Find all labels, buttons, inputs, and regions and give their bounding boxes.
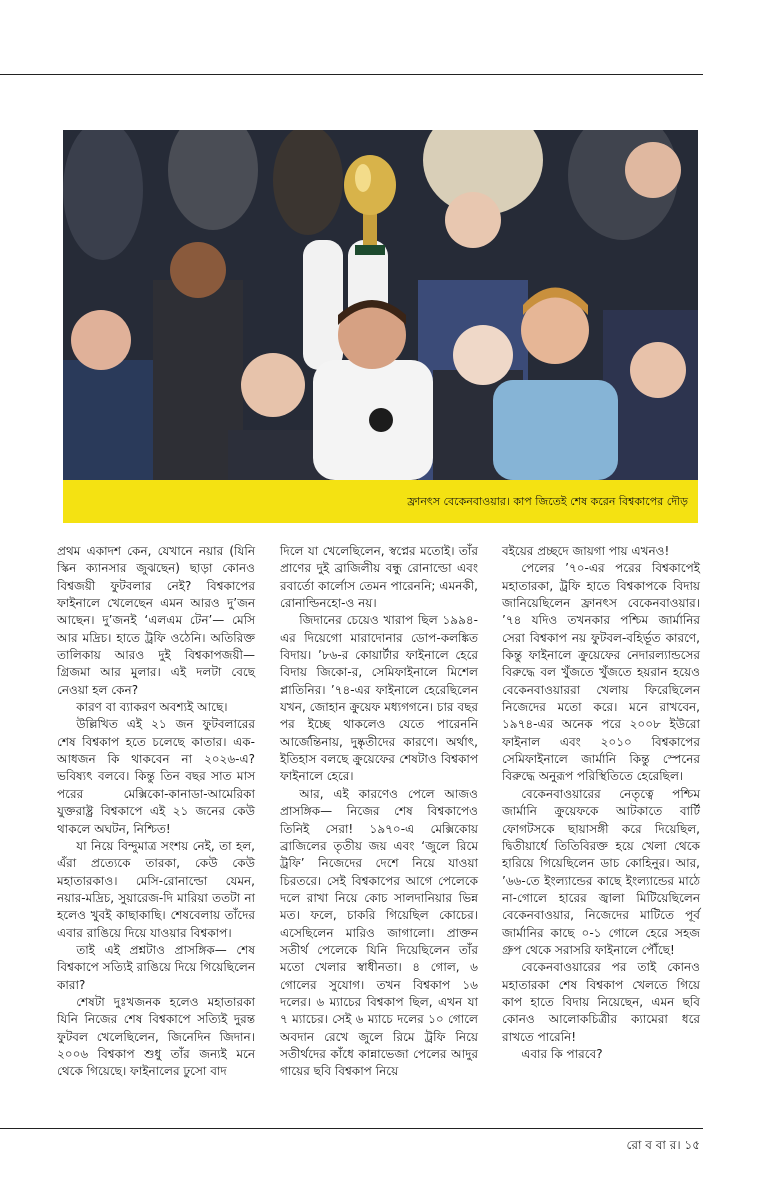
bottom-rule [0,1128,703,1129]
paragraph: বইয়ের প্রচ্ছদে জায়গা পায় এখনও! [502,544,670,558]
paragraph: দিলে যা খেলেছিলেন, স্বপ্নের মতোই। তাঁর প্রাণের দুই ব্রাজিলীয় বন্ধু রোনাল্ডো এবং রবার্তো কার্লোস তেমন পারেননি; এমনকী, রোনাল্ডিনহো-ও নয়। [280,544,478,611]
paragraph: উল্লিখিত এই ২১ জন ফুটবলারের শেষ বিশ্বকাপ হতে চলেছে কাতার। এক-আধজন কি থাকবেন না ২০২৬-এ? ভবিষ্যৎ বলবে। কিন্তু তিন বছর সাত মাস পরের মেক্সিকো-কানাডা-আমেরিকা যুক্তরাষ্ট্র বিশ্বকাপে এই ২১ জনের কেউ থাকলে অঘটন, নিশ্চিত! [57,717,255,836]
paragraph: পেলের ’৭০-এর পরের বিশ্বকাপেই মহাতারকা, ট্রফি হাতে বিশ্বকাপকে বিদায় জানিয়েছিলেন ফ্রানৎস বেকেনবাওয়ার। ’৭৪ যদিও তখনকার পশ্চিম জার্মানির সেরা বিশ্বকাপ নয় ফুটবল-বহির্ভূত কারণে, কিন্তু ফাইনালে ক্রুয়েফের নেদারল্যান্ডসের বিরুদ্ধে বল খুঁজতে খুঁজতে হয়রান হয়েও বেকেনবাওয়াররা খেলায় ফিরেছিলেন নিজেদের মতো করে। মনে রাখবেন, ১৯৭৪-এর অনেক পরে ২০০৮ ইউরো ফাইনাল এবং ২০১০ বিশ্বকাপের সেমিফাইনালে জার্মানি কিন্তু স্পেনের বিরুদ্ধে অনুরূপ পরিস্থিতিতে হেরেছিল। [502,561,700,784]
top-rule [0,74,703,75]
page-folio: রো ব বা র। ১৫ [626,1138,700,1152]
paragraph: প্রথম একাদশ কেন, যেখানে নয়ার (যিনি স্কিন ক্যানসার জুঝছেন) ছাড়া কোনও বিশ্বজয়ী ফুটবলার নেই? বিশ্বকাপের ফাইনালে খেলেছেন এমন আরও দু’জন আছেন। দু’জনই ‘এলএম টেন’— মেসি আর মদ্রিচ। হাতে ট্রফি ওঠেনি। অতিরিক্ত তালিকায় আরও দুই বিশ্বকাপজয়ী— গ্রিজমা আর মুলার। এই দলটা বেছে নেওয়া হল কেন? [57,544,255,697]
world-cup-trophy-photo [63,130,698,480]
paragraph: জিদানের চেয়েও খারাপ ছিল ১৯৯৪-এর দিয়েগো মারাদোনার ডোপ-কলঙ্কিত বিদায়। ’৮৬-র কোয়ার্টার ফাইনালে হেরে বিদায় জিকো-র, সেমিফাইনালে মিশেল প্লাতিনির। ’৭৪-এর ফাইনালে হেরেছিলেন যখন, জোহান ক্রুয়েফ মধ্যগগনে। চার বছর পর ইচ্ছে থাকলেও যেতে পারেননি আর্জেন্তিনায়, দুষ্কৃতীদের কারণে। অর্থাৎ, ইতিহাস বলছে ক্রুয়েফের শেষটাও বিশ্বকাপ ফাইনালে হেরে। [280,613,478,784]
article-column-3 [502,543,700,1063]
paragraph: কারণ বা ব্যাকরণ অবশ্যই আছে। [76,700,228,715]
paragraph: শেষটা দুঃখজনক হলেও মহাতারকা যিনি নিজের শেষ বিশ্বকাপে সত্যিই দুরন্ত ফুটবল খেলেছিলেন, জিনেদিন জিদান। ২০০৬ বিশ্বকাপ শুধু তাঁর জন্যই মনে থেকে গিয়েছে। ফাইনালের ঢুসো বাদ [57,994,255,1079]
paragraph: এবার কি পারবে? [521,1046,603,1061]
photo-illustration [63,130,698,480]
article-column-2 [280,543,478,1081]
article-column-1 [57,543,255,1081]
photo-caption: ফ্রানৎস বেকেনবাওয়ার। কাপ জিতেই শেষ করেন বিশ্বকাপের দৌড় [407,495,688,508]
photo-caption-bar [63,480,698,523]
paragraph: যা নিয়ে বিন্দুমাত্র সংশয় নেই, তা হল, এঁরা প্রত্যেকে তারকা, কেউ কেউ মহাতারকাও। মেসি-রোনাল্ডো যেমন, নয়ার-মদ্রিচ, সুয়ারেজ-দি মারিয়া ততটা না হলেও খুবই কাছাকাছি। শেষবেলায় তাঁদের এবার রাঙিয়ে দিয়ে যাওয়ার বিশ্বকাপ। [57,838,255,940]
paragraph: বেকেনবাওয়ারের নেতৃত্বে পশ্চিম জার্মানি ক্রুয়েফকে আটকাতে বার্টি ফোগটসকে ছায়াসঙ্গী করে দিয়েছিল, দ্বিতীয়ার্ধে তিতিবিরক্ত হয়ে খেলা থেকে হারিয়ে গিয়েছিলেন ডাচ কোহিনুর। আর, ’৬৬-তে ইংল্যান্ডের কাছে ইংল্যান্ডের মাঠে না-গোলে হারের জ্বালা মিটিয়েছিলেন বেকেনবাওয়ার, নিজেদের মাটিতে পূর্ব জার্মানির কাছে ০-১ গোলে হেরে সহজ গ্রুপ থেকে সরাসরি ফাইনালে পৌঁছে! [502,786,700,957]
paragraph: তাই এই প্রশ্নটাও প্রাসঙ্গিক— শেষ বিশ্বকাপে সত্যিই রাঙিয়ে দিয়ে গিয়েছিলেন কারা? [57,942,255,992]
paragraph: বেকেনবাওয়ারের পর তাই কোনও মহাতারকা শেষ বিশ্বকাপ খেলতে গিয়ে কাপ হাতে বিদায় নিয়েছেন, এমন ছবি কোনও আলোকচিত্রীর ক্যামেরা ধরে রাখতে পারেনি! [502,960,700,1044]
paragraph: আর, এই কারণেও পেলে আজও প্রাসঙ্গিক— নিজের শেষ বিশ্বকাপেও তিনিই সেরা! ১৯৭০-এ মেক্সিকোয় ব্রাজিলের তৃতীয় জয় এবং ‘জুলে রিমে ট্রফি’ নিজেদের দেশে নিয়ে যাওয়া চিরতরে। সেই বিশ্বকাপের আগে পেলেকে দলে রাখা নিয়ে কোচ সালদানিয়ার ভিন্ন মত। ফলে, চাকরি গিয়েছিল কোচের। এসেছিলেন মারিও জাগালো। প্রাক্তন সতীর্থ পেলেকে যিনি দিয়েছিলেন তাঁর মতো খেলার স্বাধীনতা। ৪ গোল, ৬ গোলের সুযোগ। তখন বিশ্বকাপ ১৬ দলের। ৬ ম্যাচের বিশ্বকাপ ছিল, এখন যা ৭ ম্যাচের। সেই ৬ ম্যাচে দলের ১০ গোলে অবদান রেখে জুলে রিমে ট্রফি নিয়ে সতীর্থদের কাঁধে কান্নাভেজা পেলের আদুর গায়ের ছবি বিশ্বকাপ নিয়ে [280,786,478,1079]
